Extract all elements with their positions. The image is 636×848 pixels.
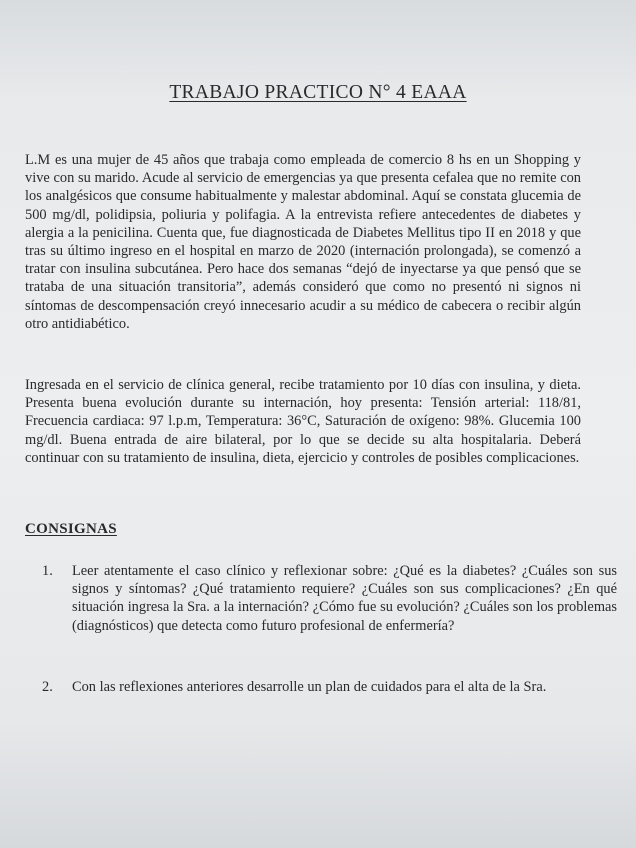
consigna-text: Con las reflexiones anteriores desarrolle un plan de cuidados para el alta de la Sra. [72,679,547,695]
consigna-number: 2. [42,679,53,695]
consigna-item-1 [42,562,617,635]
case-paragraph-1: L.M es una mujer de 45 años que trabaja como empleada de comercio 8 hs en un Shopping y vive con su marido. Acude al servicio de emergencias ya que presenta cefalea que no remite con los analgésicos que consume habitualmente y malestar abdominal. Aquí se constata glucemia de 500 mg/dl, polidipsia, poliuria y polifagia. A la entrevista refiere antecedentes de diabetes y alergia a la penicilina. Cuenta que, fue diagnosticada de Diabetes Mellitus tipo II en 2018 y que tras su último ingreso en el hospital en marzo de 2020 (internación prolongada), se comenzó a tratar con insulina subcutánea. Pero hace dos semanas “dejó de inyectarse ya que pensó que se trataba de una situación transitoria”, además consideró que como no presentó ni signos ni síntomas de descompensación creyó innecesario acudir a su médico de cabecera o recibir algún otro antidiabético. [25,152,581,332]
consigna-text: Leer atentamente el caso clínico y reflexionar sobre: ¿Qué es la diabetes? ¿Cuáles son sus signos y síntomas? ¿Qué tratamiento requiere? ¿Cuáles son sus complicaciones? ¿En qué situación ingresa la Sra. a la internación? ¿Cómo fue su evolución? ¿Cuáles son los problemas (diagnósticos) que detecta como futuro profesional de enfermería? [72,563,617,634]
consigna-item-2 [42,678,617,696]
document-title: TRABAJO PRACTICO N° 4 EAAA [169,82,467,103]
consignas-heading: CONSIGNAS [25,521,117,537]
consigna-number: 1. [42,563,53,579]
case-paragraph-2: Ingresada en el servicio de clínica general, recibe tratamiento por 10 días con insulina, y dieta. Presenta buena evolución durante su internación, hoy presenta: Tensión arterial: 118/81, Frecuencia cardiaca: 97 l.p.m, Temperatura: 36°C, Saturación de oxígeno: 98%. Glucemia 100 mg/dl. Buena entrada de aire bilateral, por lo que se decide su alta hospitalaria. Deberá continuar con su tratamiento de insulina, dieta, ejercicio y controles de posibles complicaciones. [25,377,581,466]
